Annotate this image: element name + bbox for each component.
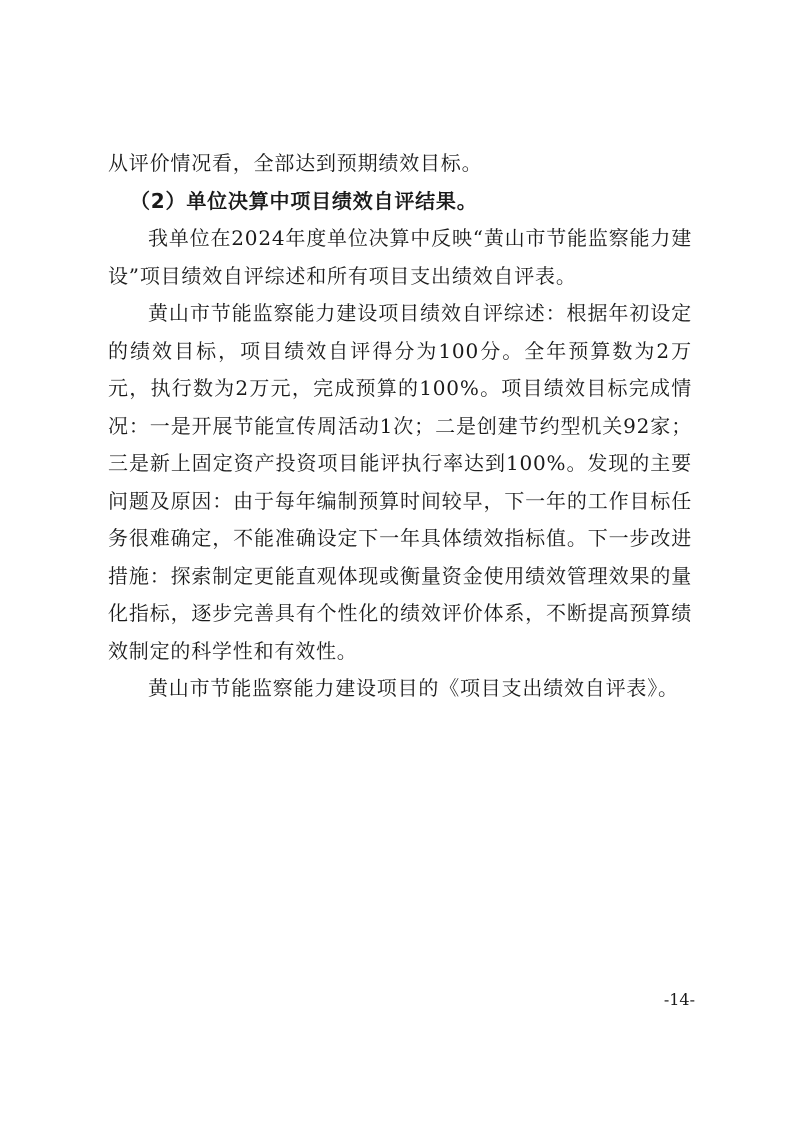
section-heading-project-self-evaluation: （2）单位决算中项目绩效自评结果。 [130, 188, 478, 213]
paragraph-evaluation-summary: 从评价情况看，全部达到预期绩效目标。 [108, 151, 483, 175]
document-body [108, 145, 692, 708]
paragraph-project-self-evaluation-overview: 黄山市节能监察能力建设项目绩效自评综述：根据年初设定的绩效目标，项目绩效自评得分为100分。全年预算数为2万元，执行数为2万元，完成预算的100%。项目绩效目标完成情况：一是开展节能宣传周活动1次；二是创建节约型机关92家；三是新上固定资产投资项目能评执行率达到100%。发现的主要问题及原因：由于每年编制预算时间较早，下一年的工作目标任务很难确定，不能准确设定下一年具体绩效指标值。下一步改进措施：探索制定更能直观体现或衡量资金使用绩效管理效果的量化指标，逐步完善具有个性化的绩效评价体系，不断提高预算绩效制定的科学性和有效性。 [108, 301, 692, 663]
page-number: -14- [663, 990, 695, 1009]
paragraph-final-accounts-intro: 我单位在2024年度单位决算中反映“黄山市节能监察能力建设”项目绩效自评综述和所有项目支出绩效自评表。 [108, 226, 692, 288]
paragraph-self-evaluation-table-reference: 黄山市节能监察能力建设项目的《项目支出绩效自评表》。 [148, 676, 679, 700]
